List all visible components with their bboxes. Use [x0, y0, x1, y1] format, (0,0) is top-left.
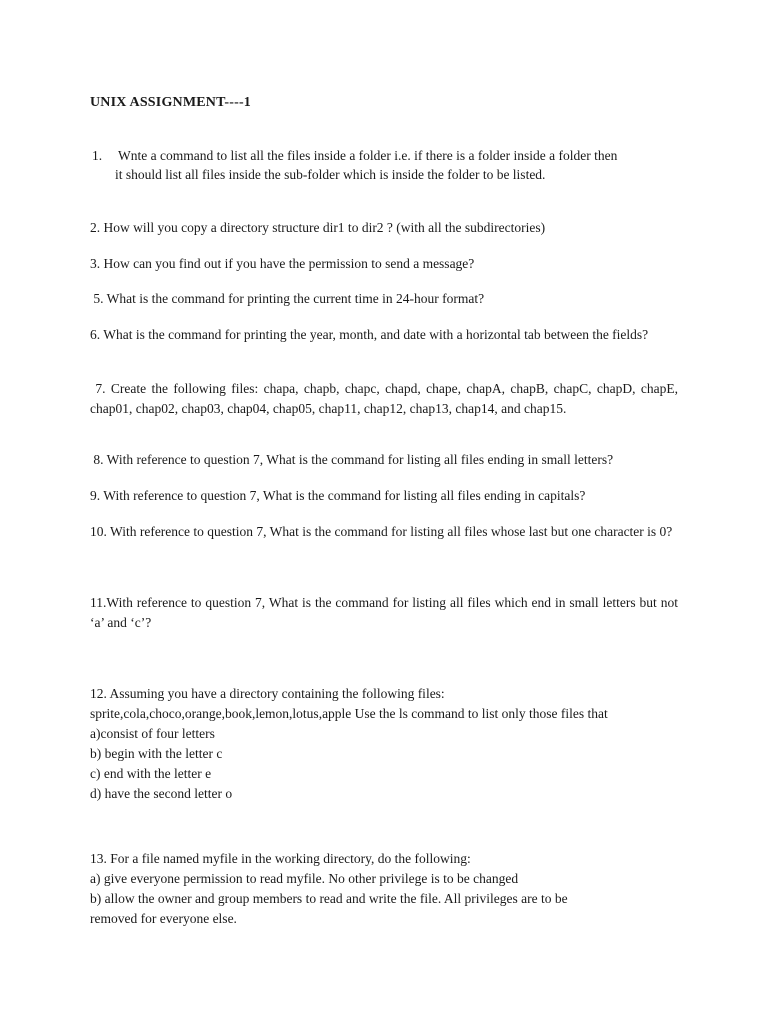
question-10: [90, 522, 678, 542]
question-1-line-1: Wnte a command to list all the files inside a folder i.e. if there is a folder inside a folder then: [118, 148, 618, 163]
question-3: [90, 254, 678, 274]
question-7: [90, 379, 682, 419]
question-9-text: 9. With reference to question 7, What is the command for listing all files ending in capitals?: [90, 488, 586, 503]
question-12-option-b: b) begin with the letter c: [90, 746, 223, 761]
question-11-text: 11.With reference to question 7, What is the command for listing all files which end in small letters but not ‘a’ and ‘c’?: [90, 595, 678, 630]
question-10-text: 10. With reference to question 7, What is the command for listing all files whose last but one character is 0?: [90, 524, 673, 539]
document-title: UNIX ASSIGNMENT----1: [90, 95, 252, 110]
question-5: [90, 289, 678, 309]
question-11: [90, 593, 678, 633]
question-12-option-d: d) have the second letter o: [90, 786, 233, 801]
question-2: [90, 218, 678, 238]
question-1-line-2: it should list all files inside the sub-folder which is inside the folder to be listed.: [115, 167, 546, 182]
question-5-text: 5. What is the command for printing the current time in 24-hour format?: [90, 291, 485, 306]
question-6-text: 6. What is the command for printing the year, month, and date with a horizontal tab between the fields?: [90, 327, 649, 342]
question-7-text: 7. Create the following files: chapa, chapb, chapc, chapd, chape, chapA, chapB, chapC, chapD, chapE, chap01, chap02, chap03, chap04, chap05, chap11, chap12, chap13, chap14, and chap15.: [90, 381, 682, 416]
question-12-line-2: sprite,cola,choco,orange,book,lemon,lotus,apple Use the ls command to list only those files that: [90, 706, 608, 721]
question-12: [90, 684, 678, 804]
question-1-number: 1.: [92, 148, 103, 163]
question-9: [90, 486, 678, 506]
question-13-line-1: 13. For a file named myfile in the working directory, do the following:: [90, 851, 471, 866]
question-12-option-c: c) end with the letter e: [90, 766, 212, 781]
question-3-text: 3. How can you find out if you have the permission to send a message?: [90, 256, 475, 271]
question-12-option-a: a)consist of four letters: [90, 726, 215, 741]
question-12-line-1: 12. Assuming you have a directory containing the following files:: [90, 686, 445, 701]
question-2-text: 2. How will you copy a directory structure dir1 to dir2 ? (with all the subdirectories): [90, 220, 546, 235]
question-13-option-a: a) give everyone permission to read myfile. No other privilege is to be changed: [90, 871, 519, 886]
question-8-text: 8. With reference to question 7, What is the command for listing all files ending in small letters?: [90, 452, 614, 467]
question-8: [90, 450, 678, 470]
question-6: [90, 325, 678, 345]
question-13: [90, 849, 678, 929]
question-13-option-b: b) allow the owner and group members to read and write the file. All privileges are to be removed for everyone else.: [90, 891, 568, 926]
